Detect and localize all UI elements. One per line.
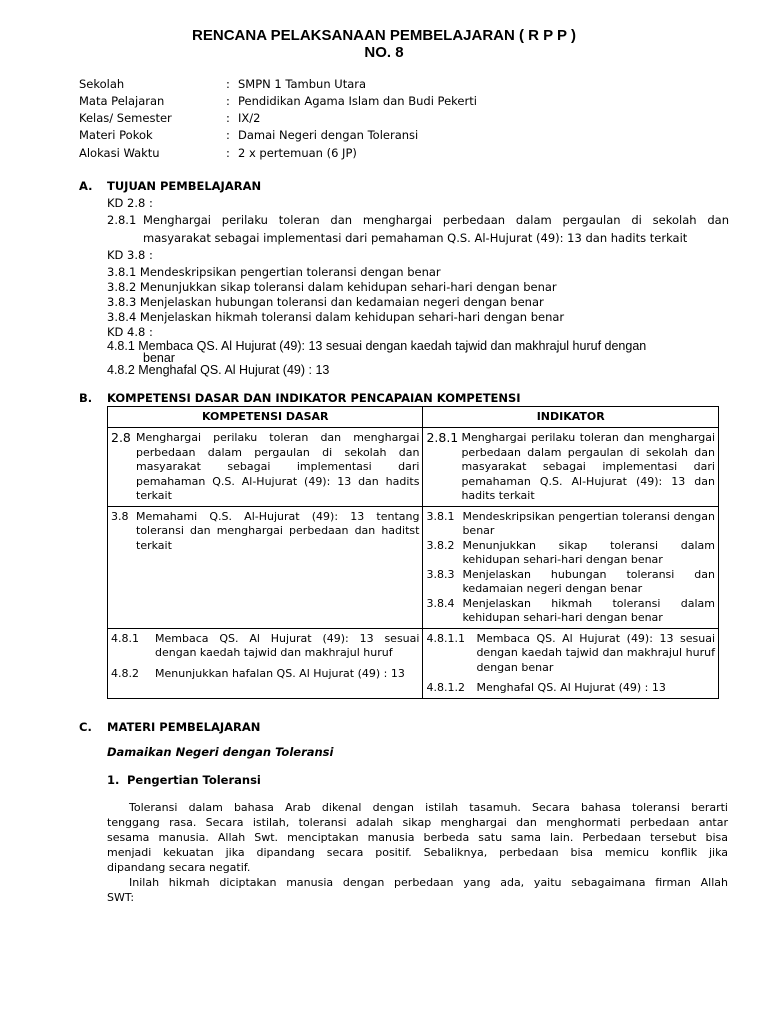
- identity-colon: :: [226, 94, 230, 108]
- indicator-number: 3.8.4: [426, 596, 455, 610]
- table-row: [108, 628, 719, 698]
- section-b-letter: B.: [79, 391, 93, 405]
- kd-text: Memahami Q.S. Al-Hujurat (49): 13 tentang toleransi dan menghargai perbedaan dan haditst terkait: [136, 509, 420, 552]
- indicator-text: Mendeskripsikan pengertian toleransi dengan benar: [462, 509, 715, 537]
- table-row: [108, 506, 719, 628]
- indicator-text: Membaca QS. Al Hujurat (49): 13 sesuai dengan kaedah tajwid dan makhrajul huruf dengan benar: [476, 631, 715, 674]
- indicator-number: 2.8.1: [426, 430, 459, 445]
- section-a-heading: TUJUAN PEMBELAJARAN: [107, 179, 262, 193]
- competency-table: [107, 406, 719, 699]
- objective-item: 4.8.2 Menghafal QS. Al Hujurat (49) : 13: [107, 363, 330, 377]
- table-cell: [423, 506, 719, 628]
- section-b-heading: KOMPETENSI DASAR DAN INDIKATOR PENCAPAIAN KOMPETENSI: [107, 391, 521, 405]
- paragraph-line: dipandang secara negatif.: [107, 861, 251, 874]
- identity-value: SMPN 1 Tambun Utara: [238, 77, 367, 91]
- paragraph-line: menjadi kekuatan jika dipandang secara positif. Sebaliknya, perbedaan bisa memicu konflik jika: [107, 846, 728, 859]
- indicator-number: 4.8.1.2: [426, 681, 465, 694]
- table-header-row: [108, 407, 719, 428]
- indicator-text: Menghafal QS. Al Hujurat (49) : 13: [476, 681, 666, 694]
- identity-colon: :: [226, 111, 230, 125]
- kd-text: Membaca QS. Al Hujurat (49): 13 sesuai dengan kaedah tajwid dan makhrajul huruf: [155, 631, 420, 659]
- indicator-text: Menjelaskan hikmah toleransi dalam kehidupan sehari-hari dengan benar: [462, 596, 715, 624]
- identity-value: Damai Negeri dengan Toleransi: [238, 128, 419, 142]
- kd-text: Menghargai perilaku toleran dan menghargai perbedaan dalam pergaulan di sekolah dan masyarakat sebagai implementasi dari pemahaman Q.S. Al-Hujurat (49): 13 dan hadits terkait: [136, 431, 420, 502]
- indicator-text: Menunjukkan sikap toleransi dalam kehidupan sehari-hari dengan benar: [462, 538, 715, 566]
- table-cell: [108, 428, 423, 507]
- objective-item-continued: benar: [143, 351, 175, 365]
- indicator-number: 3.8.1: [426, 509, 455, 523]
- identity-label: Materi Pokok: [79, 128, 153, 142]
- paragraph-line: Inilah hikmah diciptakan manusia dengan perbedaan yang ada, yaitu sebagaimana firman Allah: [129, 876, 728, 889]
- kd-label: KD 4.8 :: [107, 325, 153, 339]
- page-number: NO. 8: [364, 44, 404, 61]
- table-row: [108, 428, 719, 507]
- identity-label: Alokasi Waktu: [79, 146, 160, 160]
- kd-number: 4.8.1: [111, 631, 139, 645]
- kd-label: KD 2.8 :: [107, 196, 153, 210]
- objective-text: masyarakat sebagai implementasi dari pemahaman Q.S. Al-Hujurat (49): 13 dan hadits terkait: [143, 231, 688, 245]
- objective-number: 2.8.1: [107, 213, 137, 227]
- indicator-number: 3.8.3: [426, 567, 455, 581]
- section-c-heading: MATERI PEMBELAJARAN: [107, 720, 261, 734]
- material-subtitle: Damaikan Negeri dengan Toleransi: [107, 745, 334, 759]
- section-a-letter: A.: [79, 179, 93, 193]
- column-header: INDIKATOR: [423, 407, 719, 428]
- column-header: KOMPETENSI DASAR: [108, 407, 423, 428]
- paragraph-line: tenggang rasa. Secara istilah, toleransi adalah sikap menghargai dan menghormati perbedaan antar: [107, 816, 728, 829]
- kd-label: KD 3.8 :: [107, 248, 153, 262]
- identity-colon: :: [226, 146, 230, 160]
- indicator-number: 4.8.1.1: [426, 631, 465, 645]
- kd-number: 3.8: [111, 509, 129, 523]
- table-cell: [423, 428, 719, 507]
- paragraph: [107, 800, 728, 905]
- point-title: Pengertian Toleransi: [127, 773, 261, 787]
- paragraph-line: sesama manusia. Allah Swt. menciptakan manusia berbeda satu sama lain. Perbedaan tersebut bisa: [107, 831, 728, 844]
- objective-item: 3.8.1 Mendeskripsikan pengertian toleransi dengan benar: [107, 265, 441, 279]
- indicator-text: Menghargai perilaku toleran dan menghargai perbedaan dalam pergaulan di sekolah dan masyarakat sebagai implementasi dari pemahaman Q.S. Al-Hujurat (49): 13 dan hadits terkait: [461, 431, 715, 502]
- identity-label: Sekolah: [79, 77, 125, 91]
- table-cell: [108, 506, 423, 628]
- paragraph-line: SWT:: [107, 891, 135, 904]
- identity-value: Pendidikan Agama Islam dan Budi Pekerti: [238, 94, 477, 108]
- paragraph-line: Toleransi dalam bahasa Arab dikenal dengan istilah tasamuh. Secara bahasa toleransi berarti: [129, 801, 728, 814]
- kd-number: 4.8.2: [111, 666, 139, 680]
- point-number: 1.: [107, 773, 120, 787]
- identity-label: Kelas/ Semester: [79, 111, 172, 125]
- table-cell: [108, 628, 423, 698]
- identity-colon: :: [226, 128, 230, 142]
- table-cell: [423, 628, 719, 698]
- indicator-number: 3.8.2: [426, 538, 455, 552]
- objective-item: 3.8.2 Menunjukkan sikap toleransi dalam kehidupan sehari-hari dengan benar: [107, 280, 557, 294]
- indicator-text: Menjelaskan hubungan toleransi dan kedamaian negeri dengan benar: [462, 567, 715, 595]
- identity-colon: :: [226, 77, 230, 91]
- objective-item: 4.8.1 Membaca QS. Al Hujurat (49): 13 sesuai dengan kaedah tajwid dan makhrajul huruf dengan: [107, 339, 647, 353]
- identity-value: 2 x pertemuan (6 JP): [238, 146, 357, 160]
- section-c-letter: C.: [79, 720, 92, 734]
- objective-item: 3.8.3 Menjelaskan hubungan toleransi dan kedamaian negeri dengan benar: [107, 295, 544, 309]
- objective-text: Menghargai perilaku toleran dan menghargai perbedaan dalam pergaulan di sekolah dan: [143, 213, 729, 227]
- page-title: RENCANA PELAKSANAAN PEMBELAJARAN ( R P P ): [192, 27, 576, 44]
- identity-value: IX/2: [238, 111, 261, 125]
- objective-item: 3.8.4 Menjelaskan hikmah toleransi dalam kehidupan sehari-hari dengan benar: [107, 310, 565, 324]
- identity-label: Mata Pelajaran: [79, 94, 165, 108]
- kd-text: Menunjukkan hafalan QS. Al Hujurat (49) : 13: [155, 666, 405, 680]
- kd-number: 2.8: [111, 430, 131, 445]
